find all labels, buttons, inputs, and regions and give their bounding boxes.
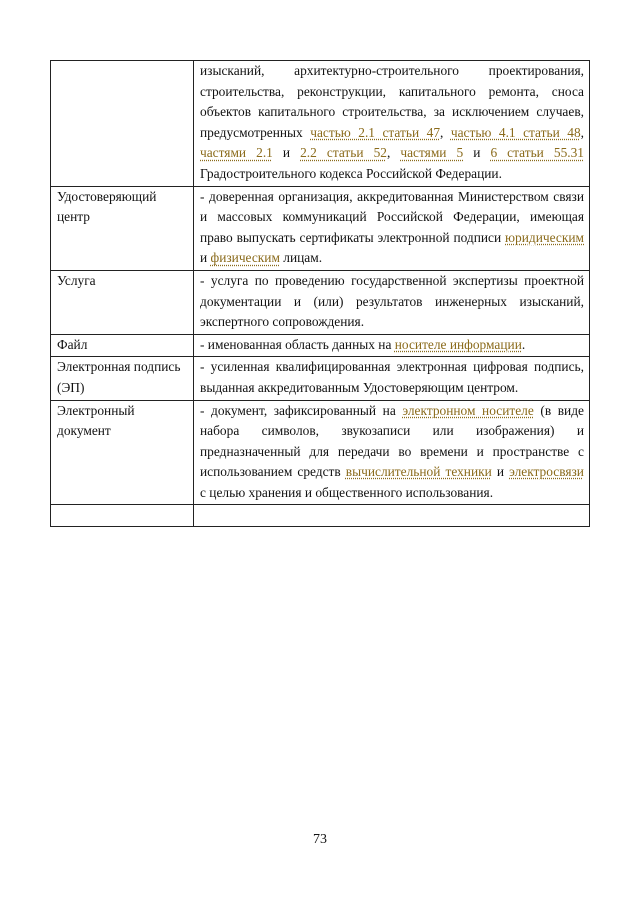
definition-text: - документ, зафиксированный на bbox=[200, 402, 403, 418]
table-row bbox=[51, 61, 590, 187]
definition-text: изысканий, архитектурно-строительного проектирования, строительства, реконструкции, капитального ремонта, сноса объектов капитального строительства, за исключением случаев, предусмотренных bbox=[200, 63, 584, 140]
term-cell: Электронный документ bbox=[51, 400, 194, 505]
definition-text: . bbox=[521, 336, 526, 352]
table-row bbox=[51, 505, 590, 527]
definition-text: , bbox=[580, 124, 584, 140]
definition-text: и bbox=[463, 145, 491, 161]
definition-text: - именованная область данных на bbox=[200, 336, 395, 352]
definition-cell bbox=[194, 186, 590, 270]
term-cell bbox=[51, 61, 194, 187]
page-number: 73 bbox=[313, 832, 327, 847]
reference-link[interactable]: вычислительной техники bbox=[345, 464, 492, 480]
reference-link[interactable]: частью 4.1 статьи 48 bbox=[450, 124, 581, 140]
term-cell bbox=[51, 505, 194, 527]
definition-text: с целью хранения и общественного использования. bbox=[200, 484, 494, 500]
definition-cell bbox=[194, 505, 590, 527]
definition-cell bbox=[194, 61, 590, 187]
definition-text: лицам. bbox=[279, 250, 323, 266]
table-row bbox=[51, 334, 590, 357]
definition-text: и bbox=[272, 145, 301, 161]
definition-text: (в виде набора символов, звукозаписи или изображения) и предназначенный для передачи во времени и пространстве с использованием средств bbox=[200, 402, 584, 480]
table-row bbox=[51, 357, 590, 400]
definition-text: - доверенная организация, аккредитованная Министерством связи и массовых коммуникаций Российской Федерации, имеющая право выпускать сертификаты электронной подписи bbox=[200, 188, 584, 245]
table-row bbox=[51, 270, 590, 334]
definition-text: , bbox=[386, 145, 401, 161]
reference-link[interactable]: электросвязи bbox=[509, 464, 584, 480]
definitions-table-body bbox=[51, 61, 590, 527]
table-row bbox=[51, 186, 590, 270]
reference-link[interactable]: носителе информации bbox=[394, 336, 522, 352]
definition-text: Градостроительного кодекса Российской Федерации. bbox=[200, 165, 502, 181]
reference-link[interactable]: физическим bbox=[210, 250, 280, 266]
term-cell: Удостоверяющий центр bbox=[51, 186, 194, 270]
definition-cell bbox=[194, 270, 590, 334]
definition-text: - услуга по проведению государственной экспертизы проектной документации и (или) результатов инженерных изысканий, экспертного сопровождения. bbox=[200, 272, 584, 330]
definition-cell bbox=[194, 400, 590, 505]
definition-text: , bbox=[440, 124, 451, 140]
definition-text: - усиленная квалифицированная электронная цифровая подпись, выданная аккредитованным Удостоверяющим центром. bbox=[200, 359, 584, 395]
term-cell: Услуга bbox=[51, 270, 194, 334]
definition-cell bbox=[194, 357, 590, 400]
reference-link[interactable]: 6 статьи 55.31 bbox=[490, 145, 585, 161]
reference-link[interactable]: 2.2 статьи 52 bbox=[300, 145, 387, 161]
definitions-table bbox=[50, 60, 590, 527]
definition-text: и bbox=[200, 250, 211, 266]
reference-link[interactable]: частями 5 bbox=[400, 145, 464, 161]
reference-link[interactable]: частью 2.1 статьи 47 bbox=[310, 124, 441, 140]
term-cell: Электронная подпись (ЭП) bbox=[51, 357, 194, 400]
reference-link[interactable]: юридическим bbox=[505, 229, 584, 245]
definition-text: и bbox=[491, 464, 510, 480]
table-row bbox=[51, 400, 590, 505]
definition-cell bbox=[194, 334, 590, 357]
term-cell: Файл bbox=[51, 334, 194, 357]
reference-link[interactable]: электронном носителе bbox=[402, 402, 534, 418]
reference-link[interactable]: частями 2.1 bbox=[200, 145, 273, 161]
